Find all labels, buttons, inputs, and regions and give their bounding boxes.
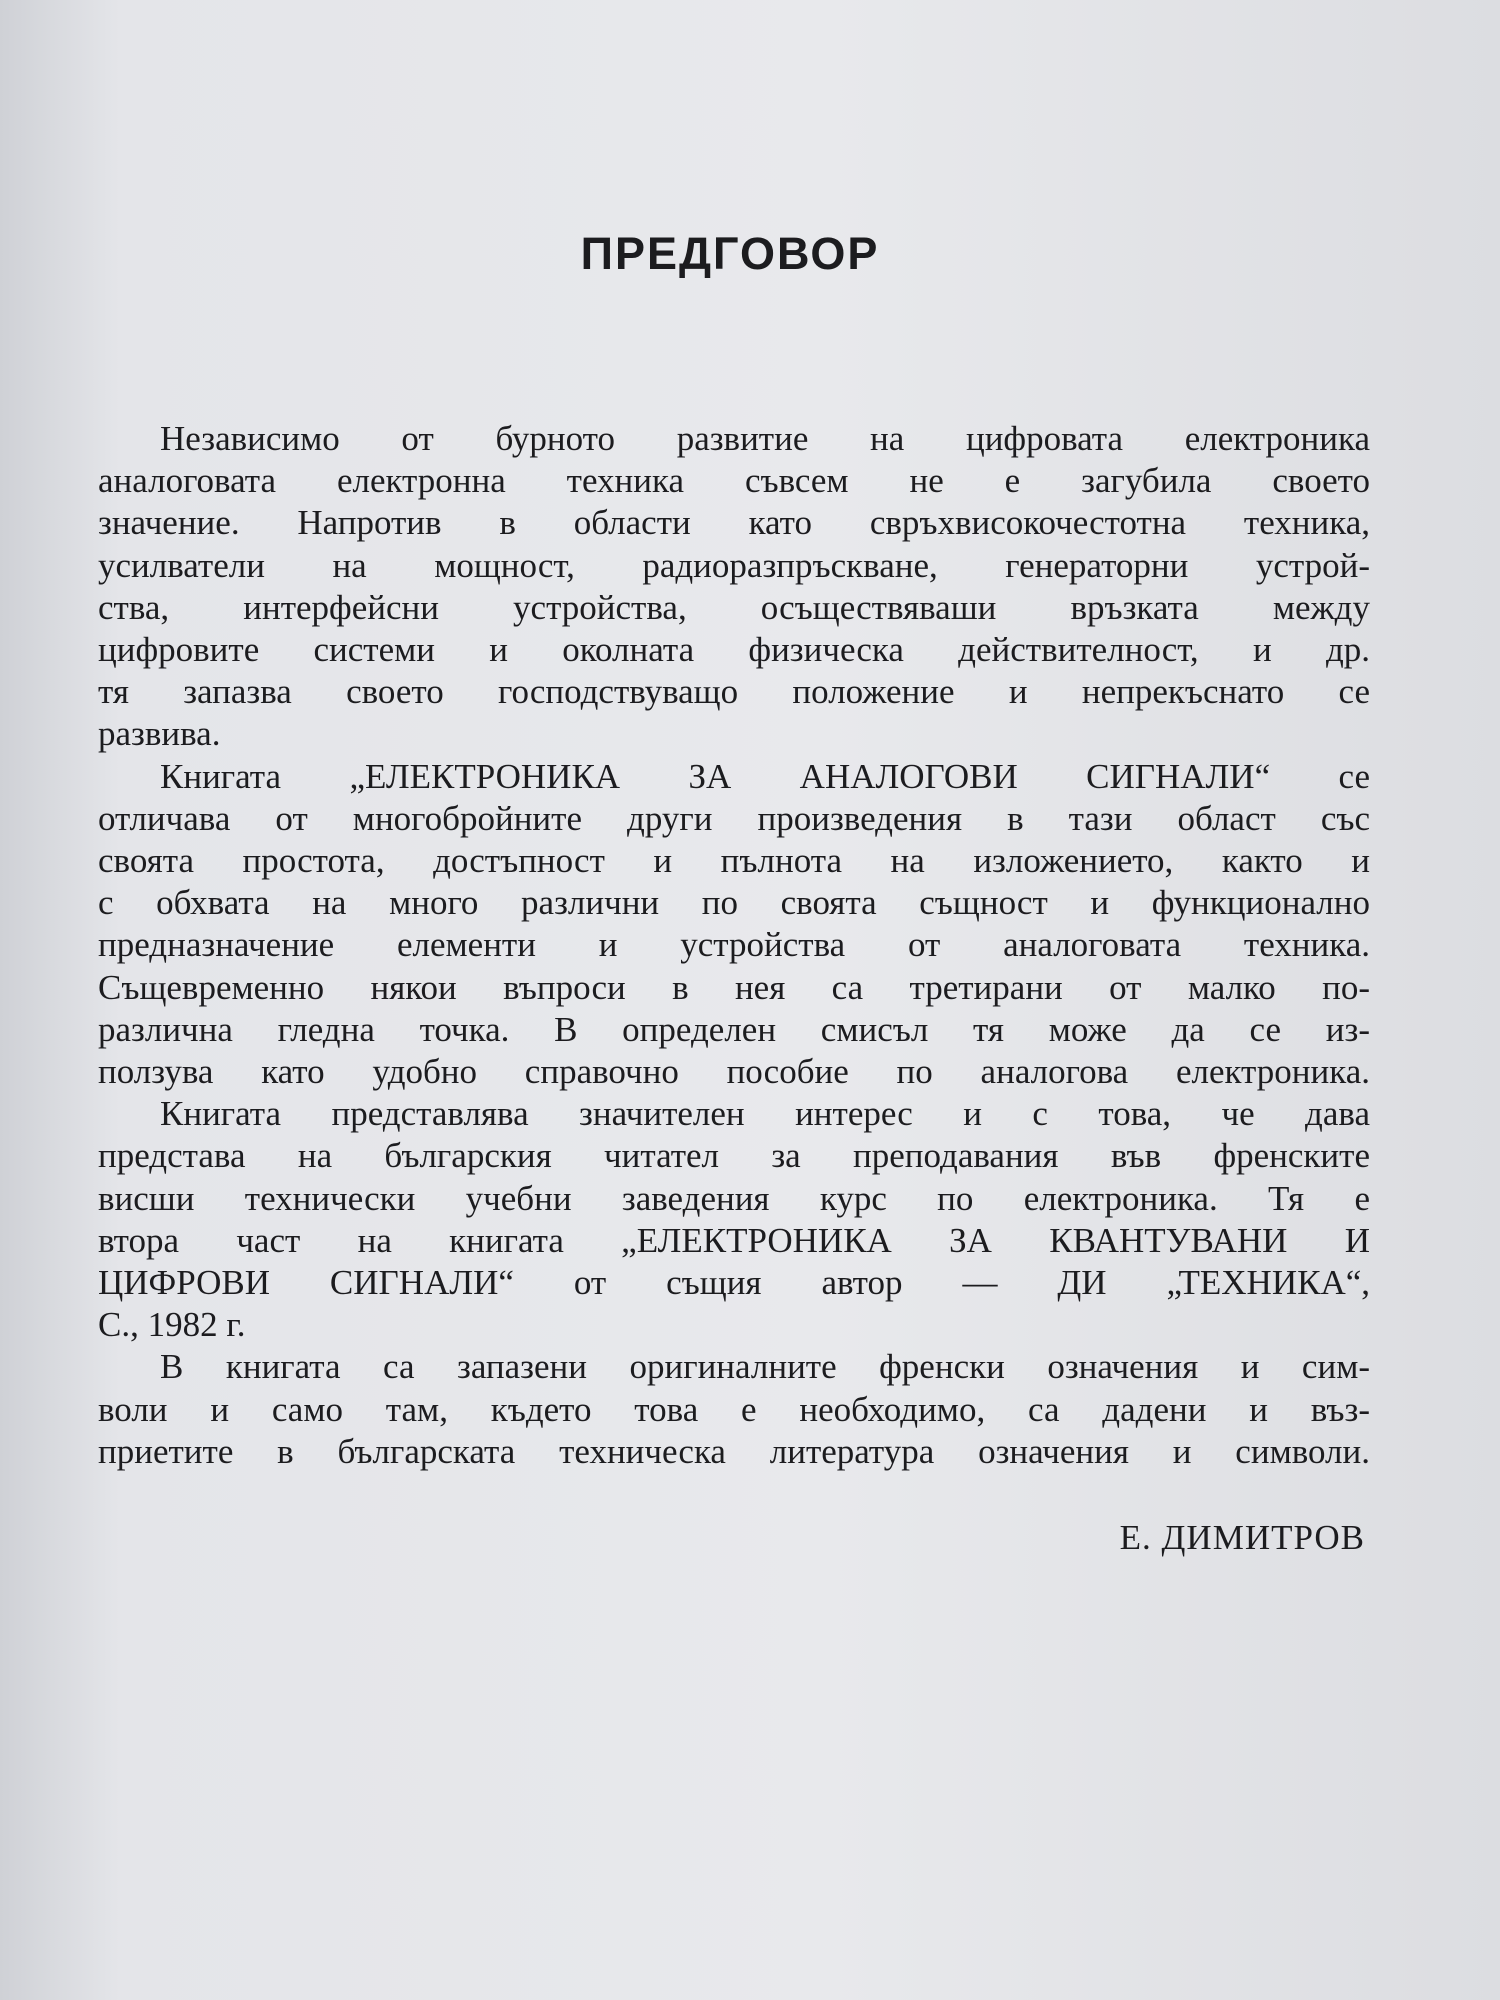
text-line: Същевременно някои въпроси в нея са третирани от малко по- xyxy=(98,967,1370,1007)
text-line: Независимо от бурното развитие на цифровата електроника xyxy=(160,419,1370,458)
preface-body xyxy=(98,418,1370,1473)
page-title: ПРЕДГОВОР xyxy=(580,228,880,279)
text-line: воли и само там, където това е необходимо, са дадени и въз- xyxy=(98,1389,1370,1429)
text-line: С., 1982 г. xyxy=(98,1305,246,1345)
text-line: тя запазва своето господствуващо положение и непрекъснато се xyxy=(98,672,1370,712)
text-line: ползува като удобно справочно пособие по аналогова електроника. xyxy=(98,1052,1370,1092)
text-line: значение. Напротив в области като свръхвисокочестотна техника, xyxy=(98,503,1370,543)
text-line: втора част на книгата „ЕЛЕКТРОНИКА ЗА КВАНТУВАНИ И xyxy=(98,1220,1370,1260)
text-line: своята простота, достъпност и пълнота на изложението, както и xyxy=(98,841,1370,881)
text-line: Книгата представлява значителен интерес и с това, че дава xyxy=(160,1094,1370,1134)
text-line: отличава от многобройните други произведения в тази област със xyxy=(98,798,1370,838)
text-line: различна гледна точка. В определен смисъл тя може да се из- xyxy=(98,1009,1370,1049)
text-line: ЦИФРОВИ СИГНАЛИ“ от същия автор — ДИ „ТЕХНИКА“, xyxy=(98,1263,1370,1303)
text-line: Книгата „ЕЛЕКТРОНИКА ЗА АНАЛОГОВИ СИГНАЛИ“ се xyxy=(160,756,1370,796)
text-line: представа на българския читател за преподавания във френските xyxy=(98,1136,1370,1176)
text-line: с обхвата на много различни по своята същност и функционално xyxy=(98,883,1370,923)
text-line: В книгата са запазени оригиналните френски означения и сим- xyxy=(160,1347,1370,1387)
text-line: предназначение елементи и устройства от аналоговата техника. xyxy=(98,925,1370,965)
text-line: висши технически учебни заведения курс по електроника. Тя е xyxy=(98,1178,1370,1218)
text-line: аналоговата електронна техника съвсем не е загубила своето xyxy=(98,461,1370,501)
text-line: приетите в българската техническа литература означения и символи. xyxy=(98,1431,1370,1471)
text-line: развива. xyxy=(98,714,221,754)
author-signature: Е. ДИМИТРОВ xyxy=(1119,1518,1365,1557)
text-line: цифровите системи и околната физическа действителност, и др. xyxy=(98,630,1370,670)
text-line: усилватели на мощност, радиоразпръскване, генераторни устрой- xyxy=(98,545,1370,585)
text-line: ства, интерфейсни устройства, осъществяваши връзката между xyxy=(98,587,1370,627)
